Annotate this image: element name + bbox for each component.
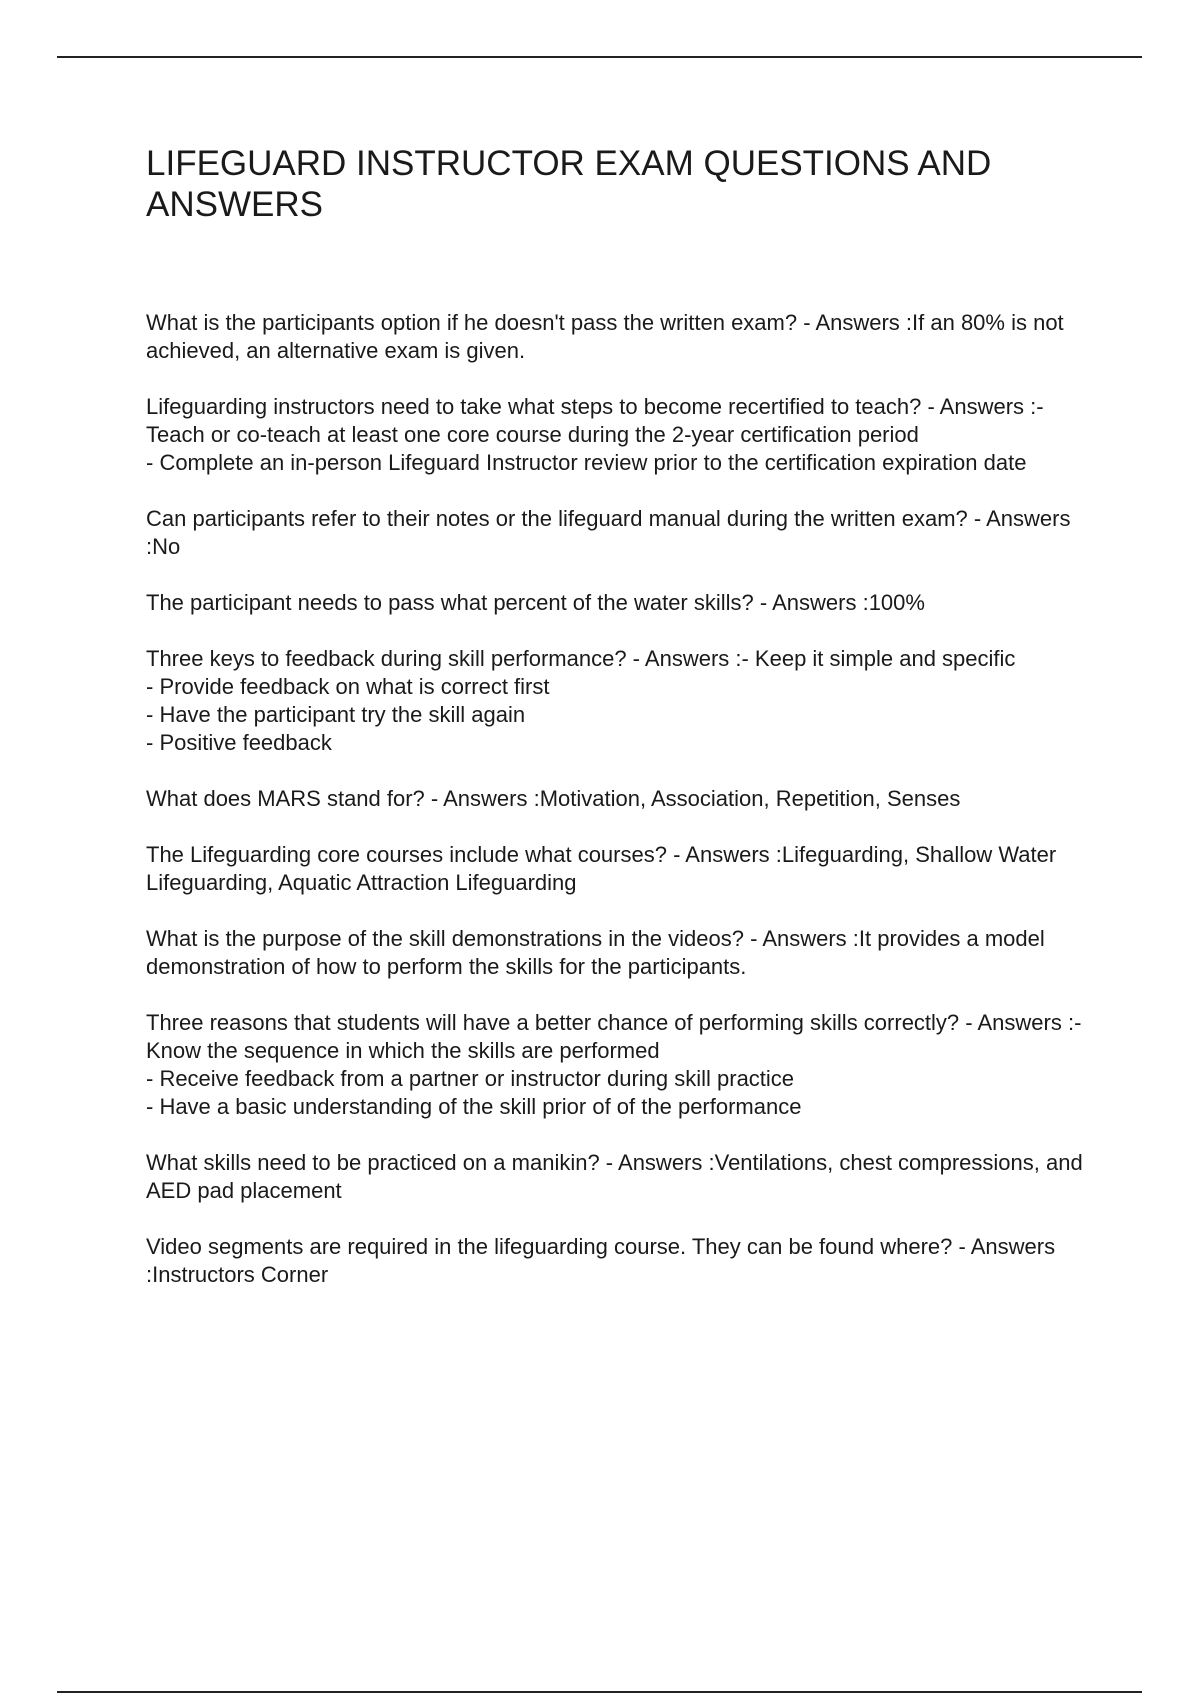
qa-item: What skills need to be practiced on a manikin? - Answers :Ventilations, chest compressions, and AED pad placement xyxy=(146,1150,1083,1203)
bottom-divider xyxy=(57,1691,1142,1693)
qa-item: The Lifeguarding core courses include what courses? - Answers :Lifeguarding, Shallow Water Lifeguarding, Aquatic Attraction Lifeguarding xyxy=(146,842,1057,895)
document-body xyxy=(146,143,1096,1317)
qa-item: Lifeguarding instructors need to take what steps to become recertified to teach? - Answers :- Teach or co-teach at least one core course during the 2-year certification period - Complete an in-person Lifeguard Instructor review prior to the certification expiration date xyxy=(146,394,1044,475)
qa-item: What does MARS stand for? - Answers :Motivation, Association, Repetition, Senses xyxy=(146,786,961,811)
qa-item: What is the purpose of the skill demonstrations in the videos? - Answers :It provides a model demonstration of how to perform the skills for the participants. xyxy=(146,926,1045,979)
top-divider xyxy=(57,56,1142,58)
qa-item: Three reasons that students will have a better chance of performing skills correctly? - Answers :- Know the sequence in which the skills are performed - Receive feedback from a partner or instructor during skill practice - Have a basic understanding of the skill prior of of the performance xyxy=(146,1010,1082,1119)
qa-item: Can participants refer to their notes or the lifeguard manual during the written exam? - Answers :No xyxy=(146,506,1071,559)
qa-item: Video segments are required in the lifeguarding course. They can be found where? - Answers :Instructors Corner xyxy=(146,1234,1056,1287)
qa-item: The participant needs to pass what percent of the water skills? - Answers :100% xyxy=(146,590,925,615)
qa-item: Three keys to feedback during skill performance? - Answers :- Keep it simple and specific - Provide feedback on what is correct first - Have the participant try the skill again - Positive feedback xyxy=(146,646,1016,755)
qa-item: What is the participants option if he doesn't pass the written exam? - Answers :If an 80% is not achieved, an alternative exam is given. xyxy=(146,310,1064,363)
qa-list xyxy=(146,309,1096,1289)
document-title: LIFEGUARD INSTRUCTOR EXAM QUESTIONS AND ANSWERS xyxy=(146,144,992,224)
